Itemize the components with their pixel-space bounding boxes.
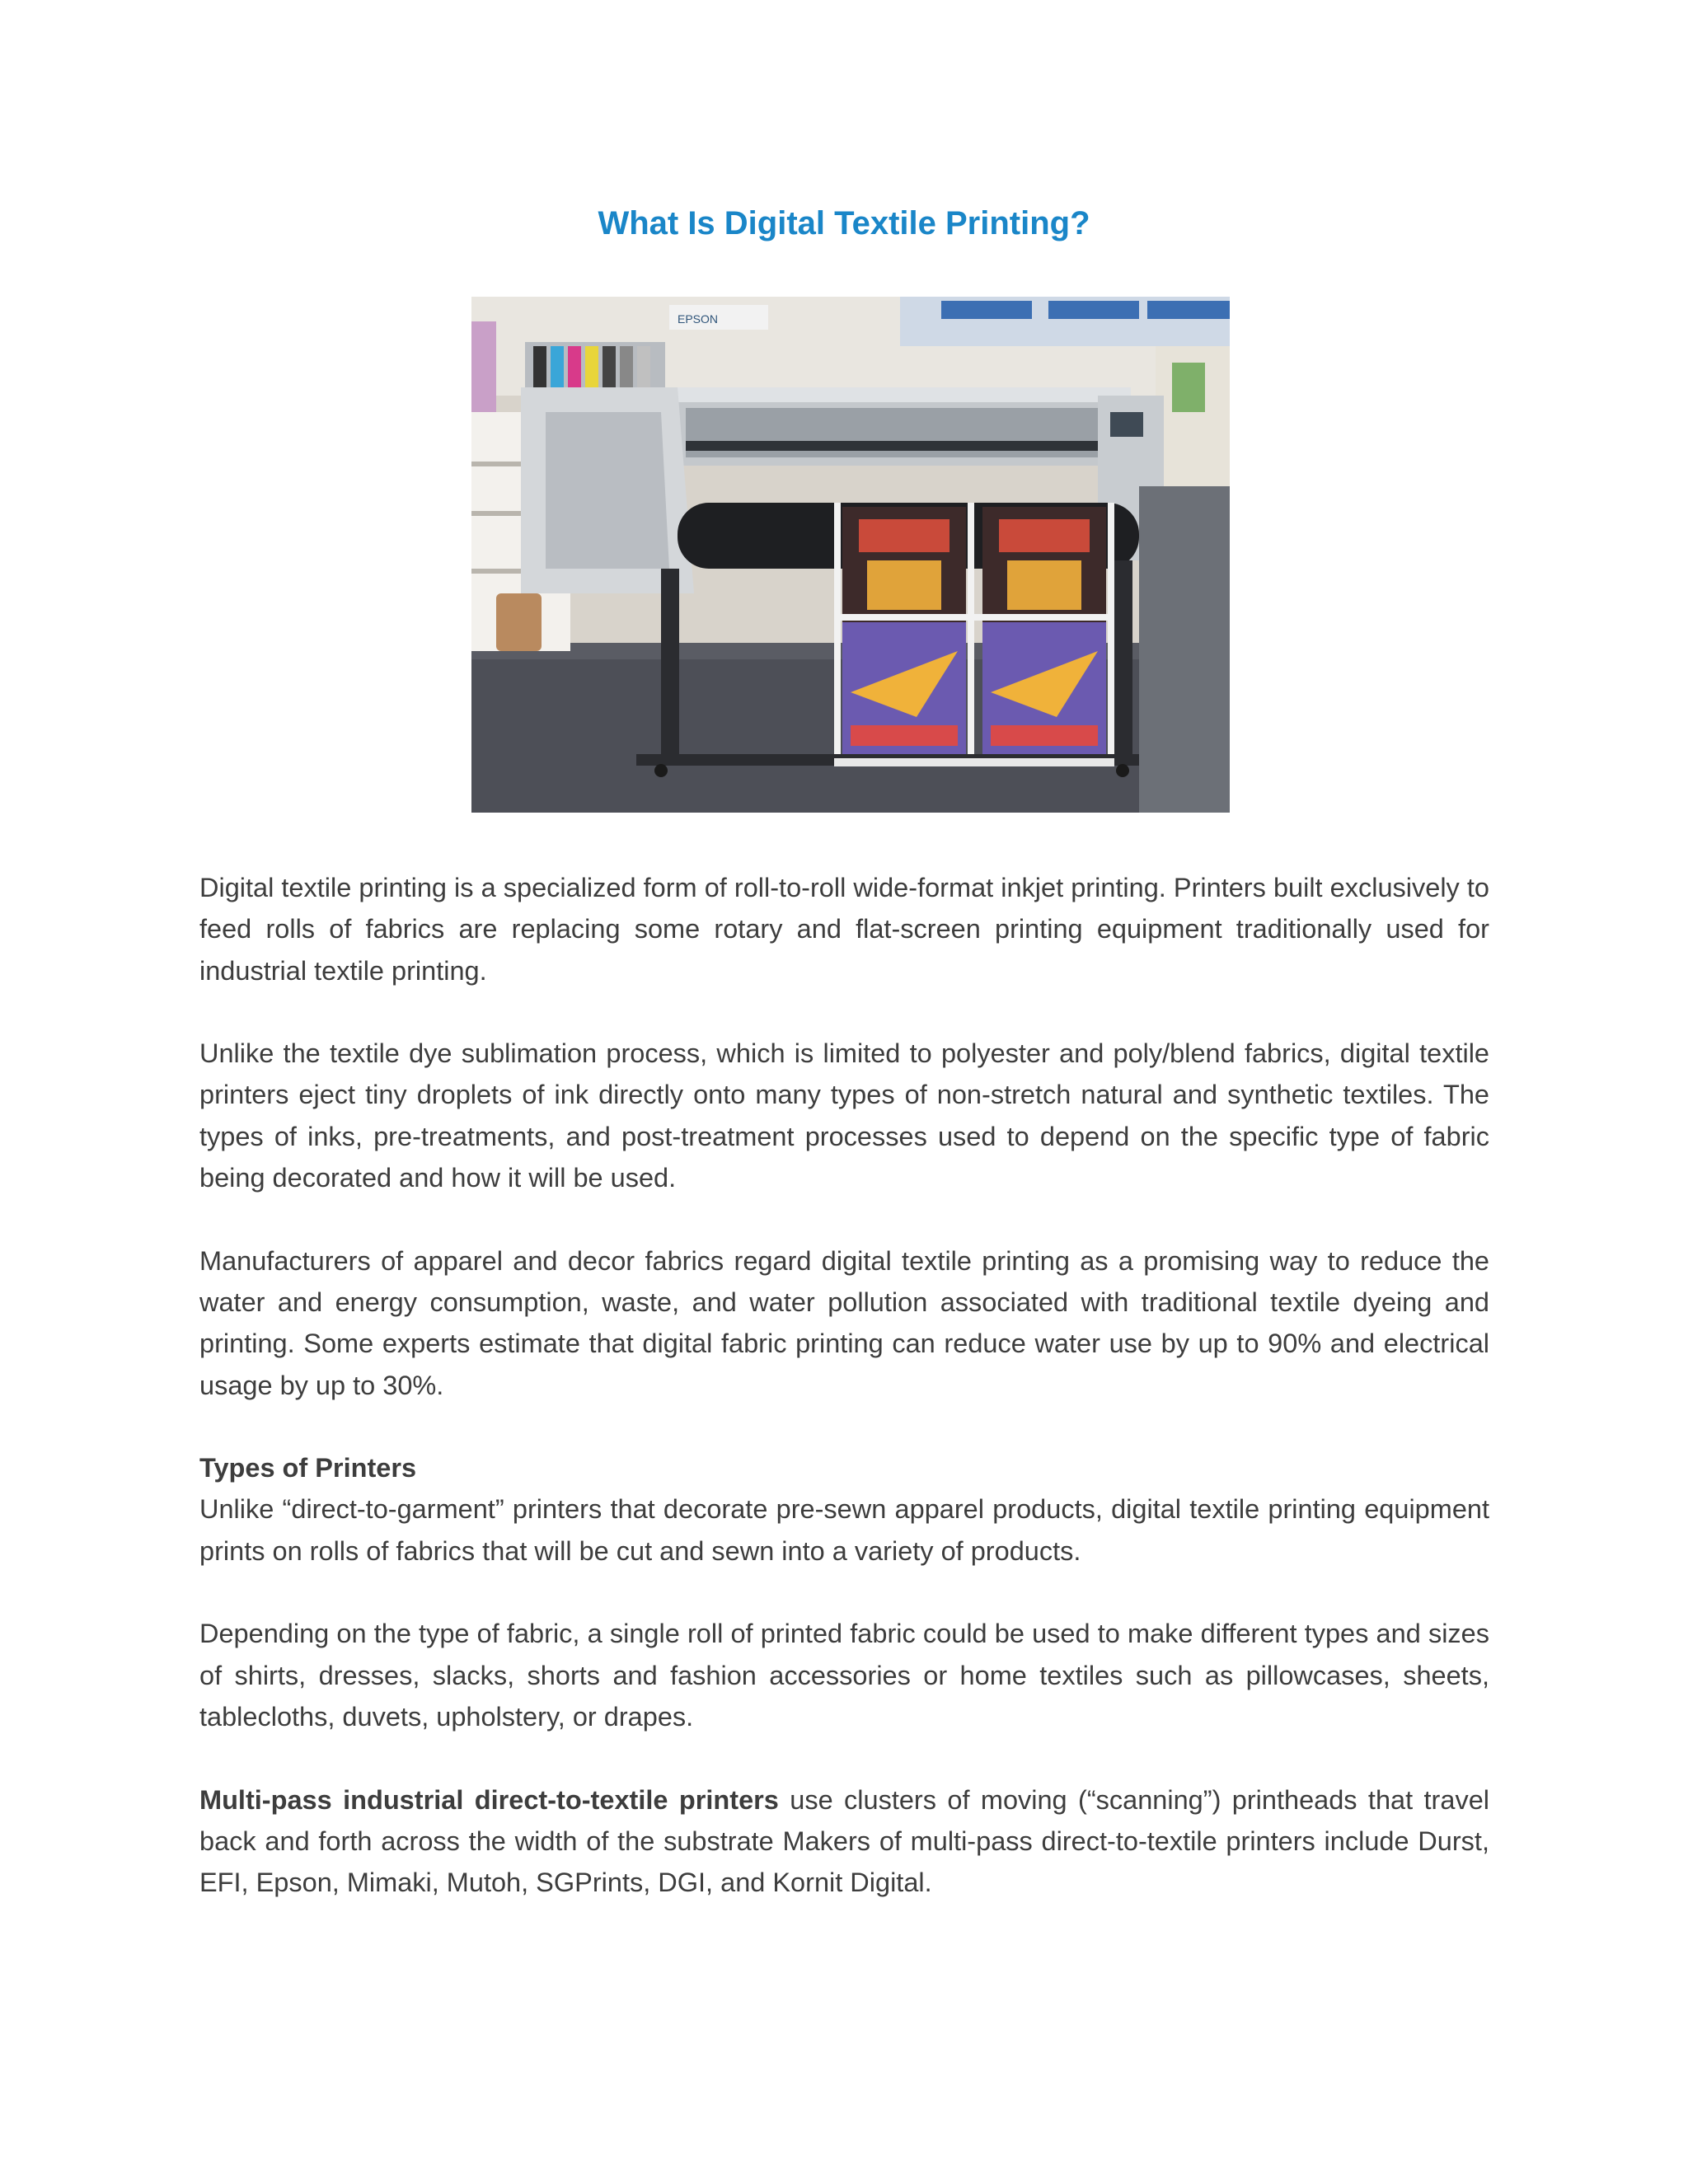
paragraph-6-text: use clusters of moving (“scanning”) printheads that travel back and forth across the width of the substrate Makers of multi-pass direct-to-textile printers include Durst, EFI, Epson, Mimaki, Mutoh, SGPrints, DGI, and Kornit Digital. xyxy=(199,1784,1489,1898)
section-heading-types-of-printers: Types of Printers xyxy=(199,1453,417,1483)
article-body xyxy=(199,867,1489,1903)
paragraph-5: Depending on the type of fabric, a single roll of printed fabric could be used to make different types and sizes of shirts, dresses, slacks, shorts and fashion accessories or home textiles such as pillowcases, sheets, tablecloths, duvets, upholstery, or drapes. xyxy=(199,1619,1489,1732)
paragraph-2: Unlike the textile dye sublimation process, which is limited to polyester and poly/blend fabrics, digital textile printers eject tiny droplets of ink directly onto many types of non-stretch natural and synthetic textiles. The types of inks, pre-treatments, and post-treatment processes used to depend on the specific type of fabric being decorated and how it will be used. xyxy=(199,1038,1489,1193)
textile-printer-photo xyxy=(471,297,1230,813)
printer-illustration xyxy=(471,297,1230,813)
paragraph-1: Digital textile printing is a specialized form of roll-to-roll wide-format inkjet printing. Printers built exclusively to feed rolls of fabrics are replacing some rotary and flat-screen printing equipment traditionally used for industrial textile printing. xyxy=(199,873,1489,986)
paragraph-6 xyxy=(199,1779,1489,1904)
paragraph-3: Manufacturers of apparel and decor fabrics regard digital textile printing as a promising way to reduce the water and energy consumption, waste, and water pollution associated with traditional textile dyeing and printing. Some experts estimate that digital fabric printing can reduce water use by up to 90% and electrical usage by up to 30%. xyxy=(199,1245,1489,1400)
page-title: What Is Digital Textile Printing? xyxy=(598,205,1090,241)
booth-sign-text: EPSON xyxy=(678,312,719,326)
paragraph-6-bold-lead: Multi-pass industrial direct-to-textile printers xyxy=(199,1784,779,1815)
paragraph-4: Unlike “direct-to-garment” printers that decorate pre-sewn apparel products, digital textile printing equipment prints on rolls of fabrics that will be cut and sewn into a variety of products. xyxy=(199,1494,1489,1566)
